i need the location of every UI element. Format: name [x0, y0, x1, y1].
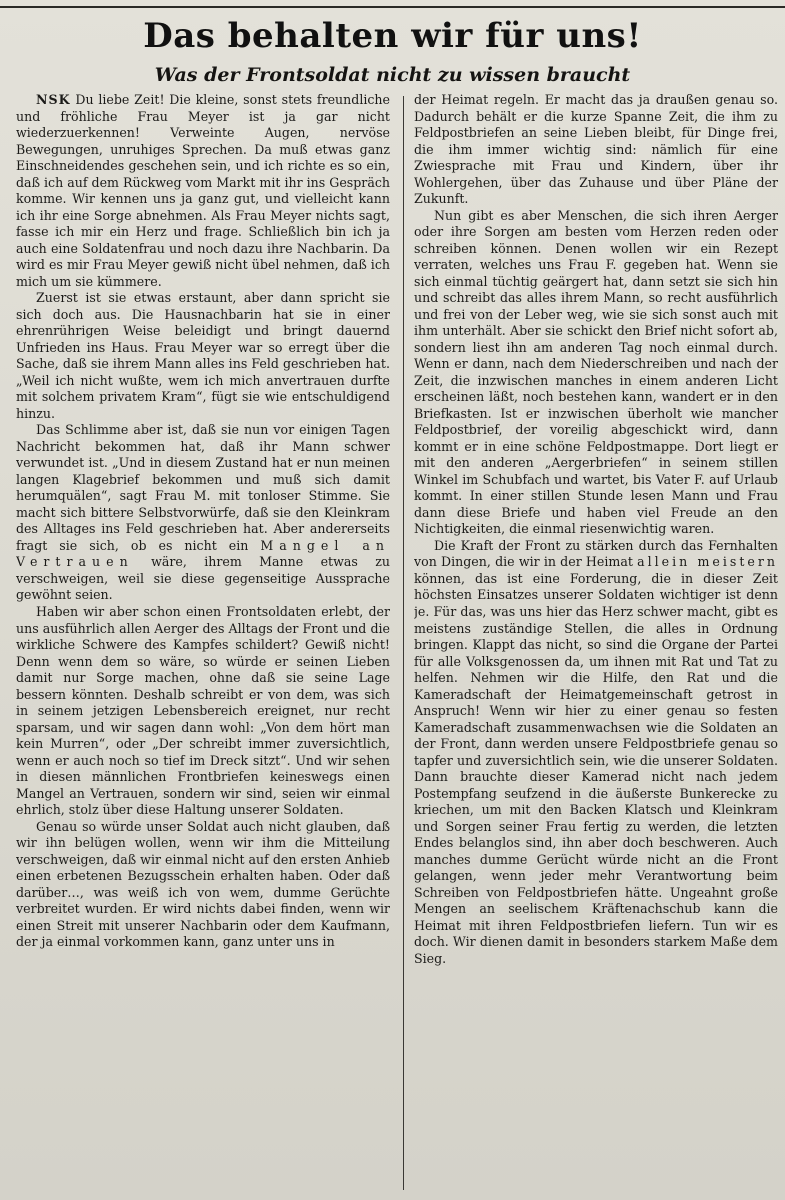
article-subheadline: Was der Frontsoldat nicht zu wissen braucht: [154, 64, 631, 86]
paragraph: [414, 538, 778, 967]
paragraph-text: Du liebe Zeit! Die kleine, sonst stets freundliche und fröhliche Frau Meyer ist ja gar nicht wiederzuerkennen! Verweinte Augen, nervöse Bewegungen, unruhiges Sprechen. Da muß etwas ganz Einschneidendes geschehen sein, und ich richte es so ein, daß ich auf dem Rückweg vom Markt mit ihr ins Gespräch komme. Wir kennen uns ja ganz gut, und vielleicht kann ich ihr eine Sorge abnehmen. Als Frau Meyer nichts sagt, fasse ich mir ein Herz und frage. Schließlich bin ich ja auch eine Soldatenfrau und noch dazu ihre Nachbarin. Da wird es mir Frau Meyer gewiß nicht übel nehmen, daß ich mich um sie kümmere.: [16, 92, 390, 289]
paragraph: Genau so würde unser Soldat auch nicht glauben, daß wir ihn belügen wollen, wenn wir ihm die Mitteilung verschweigen, daß wir einmal nicht auf den ersten Anhieb einen erbetenen Bezugsschein erhalten haben. Oder daß darüber…, was weiß ich von wem, dumme Gerüchte verbreitet wurden. Er wird nichts dabei finden, wenn wir einen Streit mit unserer Nachbarin oder dem Kaufmann, der ja einmal vorkommen kann, ganz unter uns in: [16, 818, 390, 950]
top-rule: [0, 6, 785, 8]
paragraph: [16, 92, 390, 290]
dateline: NSK: [36, 92, 71, 107]
column-divider: [403, 96, 404, 1190]
paragraph: [16, 422, 390, 604]
left-column: [16, 92, 390, 1192]
paragraph-continued: der Heimat regeln. Er macht das ja draußen genau so. Dadurch behält er die kurze Spanne Zeit, die ihm zu Feldpostbriefen an seine Lieben bleibt, für Dinge frei, die ihm immer wichtig sind: nämlich für eine Zwiesprache mit Frau und Kindern, über ihr Wohlergehen, über das Zuhause und über Pläne der Zukunft.: [414, 92, 778, 207]
paragraph-text: Das Schlimme aber ist, daß sie nun vor einigen Tagen Nachricht bekommen hat, daß ihr Mann schwer verwundet ist. „Und in diesem Zustand hat er nun meinen langen Klagebrief bekommen und muß sich damit herumquälen“, sagt Frau M. mit tonloser Stimme. Sie macht sich bittere Selbstvorwürfe, daß sie den Kleinkram des Alltages ins Feld geschrieben hat. Aber andererseits fragt sie sich, ob es nicht ein: [16, 422, 390, 553]
paragraph: Zuerst ist sie etwas erstaunt, aber dann spricht sie sich doch aus. Die Hausnachbarin hat sie in einer ehrenrührigen Weise beleidigt und bringt dauernd Unfrieden ins Haus. Frau Meyer war so erregt über die Sache, daß sie ihrem Mann alles ins Feld geschrieben hat. „Weil ich nicht wußte, wem ich mich anvertrauen durfte mit solchem privatem Kram“, fügt sie wie entschuldigend hinzu.: [16, 290, 390, 421]
article-headline: Das behalten wir für uns!: [143, 16, 642, 56]
paragraph-text: können, das ist eine Forderung, die in dieser Zeit höchsten Einsatzes unserer Soldaten wichtiger ist denn je. Für das, was uns hier das Herz schwer macht, gibt es meistens zuständige Stellen, die alles in Ordnung bringen. Klappt das nicht, so sind die Organe der Partei für alle Volksgenossen da, um ihnen mit Rat und Tat zu helfen. Nehmen wir die Hilfe, den Rat und die Kameradschaft der Heimatgemeinschaft getrost in Anspruch! Wenn wir hier zu einer genau so festen Kameradschaft zusammenwachsen wie die Soldaten an der Front, dann werden unsere Feldpostbriefe genau so tapfer und zuversichtlich sein, wie die unserer Soldaten. Dann brauchte dieser Kamerad nicht nach jedem Postempfang seufzend in die äußerste Bunkerecke zu kriechen, um mit den Backen Klatsch und Kleinkram und Sorgen seiner Frau fertig zu werden, die letzten Endes belanglos sind, ihn aber doch beschweren. Auch manches dumme Gerücht würde nicht an die Front gelangen, wenn jeder mehr Verantwortung beim Schreiben von Feldpostbriefen hätte. Ungeahnt große Mengen an seelischem Kräftenachschub kann die Heimat mit ihren Feldpostbriefen liefern. Tun wir es doch. Wir dienen damit in besonders starkem Maße dem Sieg.: [414, 570, 778, 966]
paragraph-text: Die Kraft der Front zu stärken durch das Fernhalten von Dingen, die wir in der Heimat: [414, 537, 778, 570]
paragraph: Haben wir aber schon einen Frontsoldaten erlebt, der uns ausführlich allen Aerger des Alltags der Front und die wirkliche Schwere des Kampfes schildert? Gewiß nicht! Denn wenn dem so wäre, so würde er seinen Lieben damit nur Sorge machen, ohne daß sie seine Lage bessern könnten. Deshalb schreibt er von dem, was sich in seinem jetzigen Lebensbereich ereignet, nur recht sparsam, und wir sagen dann wohl: „Von dem hört man kein Murren“, oder „Der schreibt immer zuversichtlich, wenn er auch noch so tief im Dreck sitzt“. Und wir sehen in diesen männlichen Frontbriefen keineswegs einen Mangel an Vertrauen, sondern wir sind, seien wir einmal ehrlich, stolz über diese Haltung unserer Soldaten.: [16, 603, 390, 818]
emphasis-spaced: allein meistern: [637, 554, 778, 570]
emphasis-spaced: Mangel an Vertrauen: [16, 537, 390, 570]
right-column: [414, 92, 778, 1192]
paragraph: Nun gibt es aber Menschen, die sich ihren Aerger oder ihre Sorgen am besten vom Herzen reden oder schreiben können. Denen wollen wir ein Rezept verraten, welches uns Frau F. gegeben hat. Wenn sie sich einmal tüchtig geärgert hat, dann setzt sie sich hin und schreibt das alles ihrem Mann, so recht ausführlich und frei von der Leber weg, wie sie sich sonst auch mit ihm unterhält. Aber sie schickt den Brief nicht sofort ab, sondern liest ihn am anderen Tag noch einmal durch. Wenn er dann, nach dem Niederschreiben und nach der Zeit, die inzwischen manches in einem anderen Licht erscheinen läßt, noch bestehen kann, wandert er in den Briefkasten. Ist er inzwischen überholt wie mancher Feldpostbrief, der voreilig abgeschickt wird, dann kommt er in eine schöne Feldpostmappe. Dort liegt er mit den anderen „Aergerbriefen“ in seinem stillen Winkel im Schubfach und wartet, bis Vater F. auf Urlaub kommt. In einer stillen Stunde lesen Mann und Frau dann diese Briefe und haben viel Freude an den Nichtigkeiten, die einmal riesenwichtig waren.: [414, 207, 778, 537]
paragraph-text: wäre, ihrem Manne etwas zu verschweigen, weil sie diese gegenseitige Aussprache gewöhnt seien.: [16, 554, 390, 603]
